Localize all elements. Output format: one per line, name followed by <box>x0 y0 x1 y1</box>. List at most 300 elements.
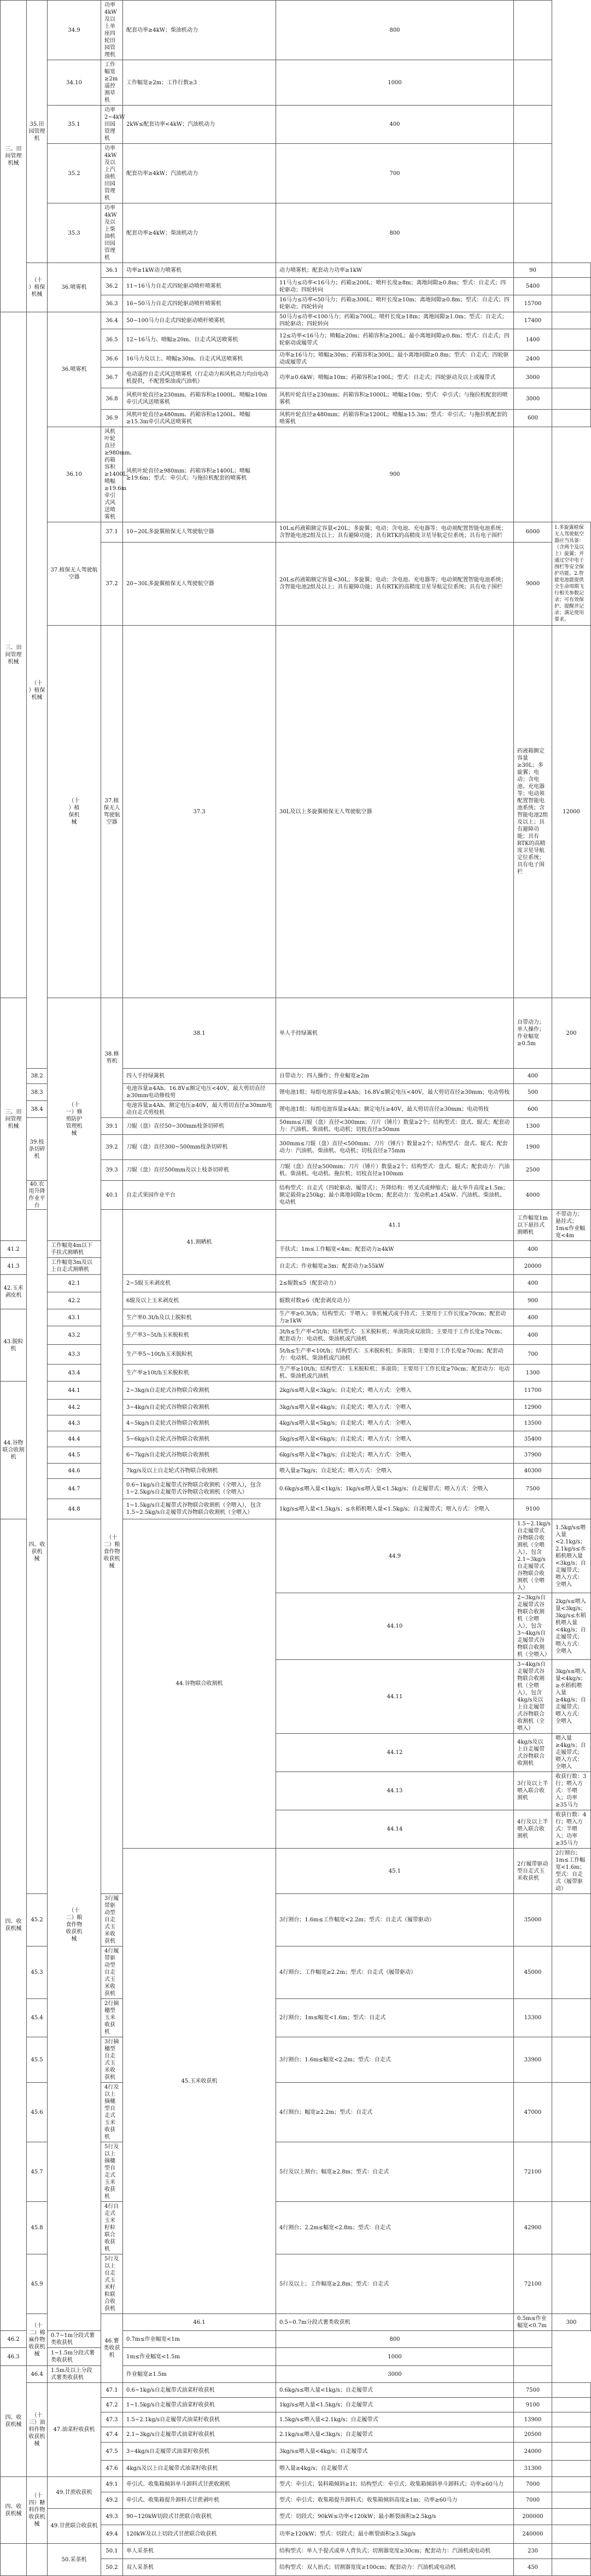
item-code: 47.1 <box>101 2383 123 2398</box>
note-cell <box>552 1309 591 1326</box>
subsidy-amount: 6000 <box>514 522 552 543</box>
item-code: 36.7 <box>101 368 123 388</box>
table-row <box>1 106 591 144</box>
item-name: 3~4kg/s自走轮式谷物联合收割机 <box>123 1400 276 1415</box>
table-row <box>1 998 591 1069</box>
heading-line: 间管理 <box>5 652 22 658</box>
note-cell <box>552 1999 591 2037</box>
item-name: 6辊及以上玉米剥皮机 <box>123 1292 276 1309</box>
category-cell: 47.油菜籽收获机 <box>48 2383 101 2477</box>
item-code: 43.1 <box>48 1309 101 1326</box>
subsidy-amount: 12900 <box>514 1400 552 1415</box>
heading-line: 二）棉 <box>28 2329 45 2336</box>
item-spec: 结构型式：单人手提式或单人背负式；切割器宽度≥30cm；配套动力：汽油机或电动机 <box>276 2544 514 2559</box>
heading-line: 三）油 <box>28 2420 45 2426</box>
item-name: 风机叶轮直径≥230mm、药箱容积≥1000L、喷幅≥10m牵引式风送喷雾机 <box>123 388 276 410</box>
item-spec: 配套功率≥4kW；柴油机动力 <box>123 1 276 60</box>
item-code: 44.9 <box>276 1519 514 1593</box>
item-spec: 生产率≥0.3t/h；结构型式：半喂入；非机械式或手持式；主要用于工作长度≥70cm；配套动力≥1kW <box>276 1309 514 1326</box>
table-row <box>1 1309 591 1326</box>
note-cell <box>552 2492 591 2509</box>
item-spec: 2.1kg/s≤喂入量<3kg/s；自走履带式 <box>276 2427 514 2443</box>
item-code: 36.5 <box>101 329 123 351</box>
table-row <box>1 1275 591 1292</box>
item-spec: 收获行数：3行；喂入方式：半喂入；功率≥35马力 <box>552 1772 591 1810</box>
item-code: 40.1 <box>101 1181 123 1210</box>
item-spec: 型式：切段式；90kW≤功率<120kW；最小断裂面积≥2.5kg/s <box>276 2509 514 2525</box>
subsection-cell <box>27 2314 48 2366</box>
note-cell <box>552 1101 591 1118</box>
table-row <box>1 1400 591 1415</box>
item-spec: 作业幅宽≥1.5m <box>123 2366 276 2383</box>
table-row <box>1 1292 591 1309</box>
item-code: 47.3 <box>101 2412 123 2427</box>
item-code: 38.2 <box>27 1069 48 1084</box>
subsidy-amount: 37900 <box>514 1447 552 1464</box>
item-spec: 12≤功率<16马力；喷幅≥20m；药箱容积≥200L；最小离地间隙≥0.8m；型式：自走式；四轮驱动或履带式 <box>276 329 514 351</box>
subsection-cell <box>27 312 48 1069</box>
item-name: 电池容量≥4Ah、额定电压≥40V，最大剪切直径≥30mm电动自走式剪枝机 <box>123 1101 276 1118</box>
item-code: 38.1 <box>123 998 276 1069</box>
item-name: 10~20L多旋翼植保无人驾驶航空器 <box>123 522 276 543</box>
item-name: 4行及以上摘穗型自走式玉米收获机 <box>101 2083 123 2142</box>
note-cell <box>514 106 552 144</box>
note-cell <box>552 1447 591 1464</box>
item-code: 49.1 <box>101 2477 123 2492</box>
table-row <box>1 522 591 543</box>
heading-line: 收获机 <box>28 2434 45 2440</box>
item-code: 45.2 <box>27 1894 48 1946</box>
note-cell <box>552 1479 591 1499</box>
note-cell <box>552 1275 591 1292</box>
subsidy-amount: 500 <box>514 1084 552 1101</box>
heading-line: 机械 <box>8 160 19 166</box>
subsidy-amount: 400 <box>514 1275 552 1292</box>
item-name: 2~3kg/s自走履带式谷物联合收割机（全喂入），包含3~4kg/s自走履带式谷物联合收割机（全喂入） <box>514 1593 552 1660</box>
item-code: 45.1 <box>276 1849 514 1894</box>
table-row <box>1 1519 591 1593</box>
category-cell: 41.割晒机 <box>123 1210 276 1275</box>
item-code: 37.2 <box>101 542 123 625</box>
subsection-cell <box>48 998 101 1241</box>
subsection-cell <box>101 1210 123 1894</box>
item-code: 36.8 <box>101 388 123 410</box>
heading-line: 获机械 <box>5 2422 22 2428</box>
heading-line: 械 <box>34 2441 40 2447</box>
item-spec: 3行割台；1.6m≤工作幅宽<2.2m；型式：自走式（履带驱动） <box>276 1894 514 1946</box>
subsidy-amount: 15700 <box>514 295 552 312</box>
item-spec: 自带动力；四人操作；作业幅宽≥2m <box>276 1069 514 1084</box>
item-name: 刀辊（盘）直径50~300mm枝条切碎机 <box>123 1118 276 1135</box>
note-cell <box>552 1400 591 1415</box>
subsidy-amount: 2400 <box>514 351 552 368</box>
heading-line: 四、收 <box>28 1541 45 1548</box>
item-name: 单人手持绿篱机 <box>276 998 514 1069</box>
item-spec: 2行割台；1m≤幅宽<1.6m；型式：自走式 <box>276 1999 514 2037</box>
item-code: 41.1 <box>276 1210 514 1241</box>
subsection-cell <box>27 263 48 312</box>
item-name: 5行及以上自走式玉米籽粒联合收获机 <box>101 2254 123 2314</box>
heading-line: 四、收 <box>5 2415 22 2421</box>
item-name: 90~120kW切段式甘蔗联合收获机 <box>123 2509 276 2525</box>
subsidy-amount: 9000 <box>514 542 552 625</box>
table-row <box>1 626 591 998</box>
item-name: 刀辊（盘）直径500mm及以上枝条切碎机 <box>123 1160 276 1181</box>
item-spec: 不带动力；悬挂式；1m≤作业幅宽<4m <box>552 1210 591 1241</box>
item-code: 46.3 <box>1 2348 27 2366</box>
item-name: 1.5m及以上分段式薯类收获机 <box>48 2366 101 2383</box>
item-code: 36.4 <box>101 312 123 329</box>
subsidy-amount: 42900 <box>514 2202 552 2254</box>
item-spec: 1kg/s≤喂入量<1.5kg/s；自走履带式 <box>276 2398 514 2412</box>
item-spec: 0.6kg/s≤喂入量<1kg/s；自走履带式 <box>276 2383 514 2398</box>
item-spec: 50mm≤刀辊（盘）直径<300mm；刀片（锤片）数量≥2个；结构型式：盘式、辊式；配套动力：汽油机、柴油机、电动机；切枝直径≥50mm <box>276 1118 514 1135</box>
item-spec: 1kg/s≤喂入量<1.5kg/s；≤水稻机喂入量<1.5kg/s；自走履带式；喂入方式：全喂入 <box>276 1499 514 1519</box>
item-name: 0.6~1kg/s自走履带式谷物联合收割机（全喂入），包含1~2.5kg/s自走履带式谷物联合收割机（全喂入） <box>123 1479 276 1499</box>
item-code: 42.2 <box>48 1292 101 1309</box>
heading-line: ）植保 <box>28 687 45 693</box>
section-cell <box>1 1 27 312</box>
item-spec: 型式：牵引式；收集箱提升卸料式；收集箱倾斜高度≥1m；功率≥60马力 <box>276 2492 514 2509</box>
item-spec: 11马力≤功率<16马力；药箱≥200L；喷杆长度≥8m；离地间隙≥0.8m；型式：自走式；四轮驱动；四轮转向 <box>276 278 514 295</box>
item-spec: 4kg/s≤喂入量<5kg/s；自走轮式；喂入方式：全喂入 <box>276 1415 514 1431</box>
heading-line: 麻作物 <box>28 2336 45 2343</box>
category-cell: 49.甘蔗收获机 <box>48 2477 101 2509</box>
heading-line: ）植保 <box>28 284 45 290</box>
subsidy-amount: 7500 <box>514 2383 552 2398</box>
table-row <box>1 312 591 329</box>
subsidy-amount: 700 <box>514 1345 552 1365</box>
item-code: 47.4 <box>101 2427 123 2443</box>
subsidy-amount: 800 <box>276 2331 514 2348</box>
item-name: 刀辊（盘）直径300~500mm枝条切碎机 <box>123 1135 276 1160</box>
subsidy-amount: 400 <box>514 1326 552 1345</box>
heading-line: 收获机 <box>28 2514 45 2520</box>
item-name: 120kW及以上切段式甘蔗联合收获机 <box>123 2525 276 2544</box>
item-spec: 4行割台；幅宽≥2.2m；型式：自走式 <box>276 2083 514 2142</box>
heading-line: 四、收 <box>5 1918 22 1925</box>
subsidy-amount: 9100 <box>514 2398 552 2412</box>
item-name: 功率≥1kW动力喷雾机 <box>123 263 276 278</box>
item-name: 双人采茶机 <box>123 2559 276 2576</box>
note-cell <box>552 1415 591 1431</box>
heading-line: （十 <box>68 1102 80 1108</box>
item-name: 2行履带驱动型自走式玉米收获机 <box>514 1849 552 1894</box>
heading-line: 械 <box>71 819 77 825</box>
note-cell <box>552 2427 591 2443</box>
item-spec: 自走式；作业幅宽≥3m；配套动力≥55kW <box>276 1258 514 1275</box>
subsidy-amount: 1400 <box>514 329 552 351</box>
item-name: 7kg/s及以上自走轮式谷物联合收割机 <box>123 1464 276 1479</box>
note-cell <box>552 410 591 427</box>
heading-line: （十 <box>31 2493 43 2499</box>
item-name: 5行及以上摘穗型自走式玉米收获机 <box>101 2142 123 2202</box>
item-spec: 1.5kg/s≤喂入量<2.1kg/s；2.1kg/s≤水稻机喂入量<3kg/s；自走履带式；喂入方式：全喂入 <box>552 1519 591 1593</box>
item-code: 43.4 <box>48 1365 101 1382</box>
item-name: 5~6kg/s自走轮式谷物联合收割机 <box>123 1431 276 1447</box>
subsidy-amount: 300 <box>552 2314 591 2331</box>
item-spec: 0.5m≤作业幅宽<0.7m <box>514 2314 552 2331</box>
subsidy-amount: 400 <box>514 1241 552 1258</box>
item-spec: 3kg/s≤喂入量<4kg/s；自走轮式；喂入方式：全喂入 <box>276 1400 514 1415</box>
item-name: 电池容量≥4Ah、16.8V≤额定电压<40V，最大剪切直径≥30mm电动修枝剪 <box>123 1084 276 1101</box>
item-code: 37.3 <box>123 626 276 998</box>
heading-line: 机械 <box>31 292 43 298</box>
note-cell <box>514 427 552 522</box>
note-cell <box>552 278 591 295</box>
subsidy-amount: 400 <box>514 1069 552 1084</box>
subsection-cell <box>48 626 101 998</box>
item-spec: 20L≤药液箱额定容量<30L；多旋翼；电动；含电池、充电器等；电动须配置智能电池系统；含智能电池2组及以上；具有避障功能；具有RTK的高精度卫星导航定位系统；具有电子围栏 <box>276 542 514 625</box>
note-cell <box>552 2412 591 2427</box>
item-name: 3行及以上半喂入联合收割机 <box>514 1772 552 1810</box>
item-spec: 辊数对数≥6（配套剥皮动力） <box>276 1292 514 1309</box>
note-cell <box>552 2254 591 2314</box>
item-code: 49.3 <box>101 2509 123 2525</box>
item-spec: 6kg/s≤喂入量<7kg/s；自走轮式；喂入方式：全喂入 <box>276 1447 514 1464</box>
item-spec: 配套功率≥4kW；柴油机动力 <box>123 203 276 263</box>
subsidy-amount: 800 <box>276 203 514 263</box>
heading-line: 获机械 <box>5 1925 22 1932</box>
item-name: 1~1.5m分段式薯类收获机 <box>48 2348 101 2366</box>
category-cell: 44.谷物联合收割机 <box>123 1519 276 1849</box>
table-row <box>1 1415 591 1431</box>
heading-line: 械 <box>34 2351 40 2357</box>
item-code: 45.4 <box>27 1999 48 2037</box>
item-name: 4行自走式玉米籽粒联合收获机 <box>101 2202 123 2254</box>
subsidy-amount: 5400 <box>514 278 552 295</box>
item-spec: 风机叶轮直径≥980mm；药箱容积≥1400L；喷幅≥19.6m；型式：牵引式；与拖拉机配套的喷雾机 <box>123 427 276 522</box>
subsidy-amount: 400 <box>514 1309 552 1326</box>
item-name: 1.5~2.1kg/s自走履带式油菜籽收获机 <box>123 2412 276 2427</box>
item-code: 50.1 <box>101 2544 123 2559</box>
item-spec: 药液箱额定容量≥30L；多旋翼；电动；含电池、充电器等；电动须配置智能电池系统；含智能电池2组及以上；具有避障功能；具有RTK的高精度卫星导航定位系统；具有电子围栏 <box>514 626 552 998</box>
subsidy-amount: 13300 <box>514 1999 552 2037</box>
subsidy-amount: 450 <box>514 2559 552 2576</box>
item-name: 11~16马力自走式四轮驱动喷杆喷雾机 <box>123 278 276 295</box>
table-row <box>1 1258 591 1275</box>
subsidy-amount: 45000 <box>514 1946 552 1999</box>
item-code: 44.6 <box>48 1464 101 1479</box>
subsidy-amount: 72100 <box>514 2254 552 2314</box>
item-code: 42.1 <box>48 1275 101 1292</box>
item-code: 37.1 <box>101 522 123 543</box>
item-spec: 锂电池1组；每组电池容量≥4Ah；额定电压≥40V，最大剪切直径≥30mm；电动剪枝 <box>276 1101 514 1118</box>
table-row <box>1 1326 591 1345</box>
note-cell <box>552 1499 591 1519</box>
subsidy-amount: 400 <box>276 106 514 144</box>
item-code: 36.6 <box>101 351 123 368</box>
item-code: 49.2 <box>101 2492 123 2509</box>
subsidy-amount: 1900 <box>514 1135 552 1160</box>
subsidy-amount: 1300 <box>514 1365 552 1382</box>
heading-line: 三、田 <box>5 645 22 651</box>
item-code: 47.5 <box>101 2443 123 2461</box>
item-spec: 50马力≤功率<100马力；药箱≥700L；喷杆长度≥18m；离地间隙≥1.0m；型式：自走式；四轮驱动；四轮转向 <box>276 312 514 329</box>
category-cell: 46.薯类收获机 <box>101 2314 123 2383</box>
subsidy-amount: 4000 <box>514 1181 552 1210</box>
table-row <box>1 203 591 263</box>
subsidy-amount: 7000 <box>514 2477 552 2492</box>
item-code: 44.3 <box>48 1415 101 1431</box>
category-cell: 40.农用升降作业平台 <box>27 1181 48 1210</box>
item-code: 44.4 <box>48 1431 101 1447</box>
heading-line: 料作物 <box>28 2427 45 2433</box>
note-cell <box>552 295 591 312</box>
subsidy-amount: 17400 <box>514 312 552 329</box>
subsidy-amount: 35400 <box>514 1431 552 1447</box>
note-cell <box>552 2461 591 2477</box>
category-cell: 35.田园管理机 <box>27 1 48 263</box>
subsidy-amount: 800 <box>276 1 514 60</box>
note-cell <box>552 1160 591 1181</box>
item-code: 45.7 <box>27 2142 48 2202</box>
item-code: 39.1 <box>101 1118 123 1135</box>
item-name: 牵引式、收集箱提升卸料式甘蔗剥叶机 <box>123 2492 276 2509</box>
item-name: 功率4kW及以上柴油机田园管理机 <box>101 203 123 263</box>
table-row <box>1 2509 591 2525</box>
heading-line: 械 <box>71 1936 77 1942</box>
item-name: 1~1.5kg/s自走履带式谷物联合收割机（全喂入），包含1.5~2.5kg/s自走履带式谷物联合收割机（全喂入） <box>123 1499 276 1519</box>
subsidy-amount: 33900 <box>514 2037 552 2083</box>
item-name: 3~4kg/s自走履带式油菜籽收获机 <box>123 2443 276 2461</box>
item-name: 电动遥控自走式风送喷雾机（行走动力和风机动力均由电动机提供，不配置柴油或汽油机） <box>123 368 276 388</box>
item-code: 36.2 <box>101 278 123 295</box>
item-code: 47.2 <box>101 2398 123 2412</box>
note-cell <box>552 263 591 278</box>
heading-line: 械 <box>34 1555 40 1562</box>
item-spec: 3kg/s≤喂入量<4kg/s；自走履带式 <box>276 2443 514 2461</box>
item-spec: 配套功率≥4kW；汽油机动力 <box>123 144 276 203</box>
subsidy-amount: 13500 <box>514 1415 552 1431</box>
item-name: 工作幅宽3m及以上自走式割晒机 <box>48 1258 101 1275</box>
item-name: 1~1.5kg/s自走履带式油菜籽收获机 <box>123 2398 276 2412</box>
subsidy-amount: 20000 <box>514 1258 552 1275</box>
item-code: 36.1 <box>101 263 123 278</box>
item-spec: 0.6kg/s≤喂入量<1kg/s；1kg/s≤喂入量<1.5kg/s；自走履带式；喂入方式：全喂入 <box>276 1479 514 1499</box>
item-code: 44.12 <box>276 1734 514 1772</box>
item-spec: 喂入量≥7kg/s；自走轮式；喂入方式：全喂入 <box>276 1464 514 1479</box>
category-cell: 49.甘蔗联合收获机 <box>48 2509 101 2544</box>
table-row <box>1 2544 591 2559</box>
item-code: 45.8 <box>27 2202 48 2254</box>
table-row <box>1 2331 591 2348</box>
subsidy-amount: 1000 <box>276 60 514 106</box>
heading-line: 三、田 <box>5 146 22 152</box>
note-cell: 1.多旋翼植保无人驾驶航空器应当具备：（含两个及以上）旋翼；并通过空中电子围栏等安全保护功能。2.智能电池能提供全生命周期飞行相关参数记录；可有效保护、提醒并记录；满足使用要求。 <box>552 522 591 626</box>
item-spec: 2kW≤配套功率<4kW；汽油机动力 <box>123 106 276 144</box>
table-row <box>1 427 591 522</box>
item-code: 35.1 <box>48 106 101 144</box>
item-name: 20~30L多旋翼植保无人驾驶航空器 <box>123 542 276 625</box>
note-cell <box>552 1292 591 1309</box>
table-row <box>1 263 591 278</box>
item-code: 45.5 <box>27 2037 48 2083</box>
heading-line: 械 <box>71 1130 77 1137</box>
item-code: 38.4 <box>27 1101 48 1118</box>
note-cell <box>514 2331 552 2348</box>
item-spec: 结构型式：双人抬式；切割器宽度≥100cm；配套动力：汽油机或电动机 <box>276 2559 514 2576</box>
heading-line: 机械 <box>8 1123 19 1129</box>
table-row <box>1 1 591 60</box>
note-cell <box>552 2142 591 2202</box>
table-row <box>1 1431 591 1447</box>
section-cell <box>1 2544 27 2576</box>
heading-line: 三、田 <box>5 1109 22 1115</box>
note-cell <box>552 388 591 410</box>
heading-line: 二）粮 <box>66 1915 83 1921</box>
note-cell <box>514 144 552 203</box>
item-spec: 10L≤药液箱额定容量<20L；多旋翼；电动；含电池、充电器等；电动须配置智能电池系统；含智能电池2组及以上；具有避障功能；具有RTK的高精度卫星导航定位系统；具有电子围栏 <box>276 522 514 543</box>
item-spec: 功率≥120kW；型式：切段式；最小断裂面积≥3.5kg/s <box>276 2525 514 2544</box>
item-name: 4行履带驱动型自走式玉米收获机 <box>101 1946 123 1999</box>
item-name: 功率2~4kW田园管理机 <box>101 106 123 144</box>
note-cell <box>552 1326 591 1345</box>
heading-line: 管理机 <box>66 1123 83 1129</box>
note-cell <box>552 1345 591 1365</box>
item-name: 12~16马力、喷幅≥20m、自走式风送喷雾机 <box>123 329 276 351</box>
note-cell <box>552 2525 591 2544</box>
subsidy-amount: 900 <box>276 427 514 522</box>
note-cell <box>514 60 552 106</box>
table-row <box>1 1447 591 1464</box>
subsidy-amount: 35000 <box>514 1894 552 1946</box>
note-cell <box>552 1069 591 1084</box>
note-cell <box>552 1431 591 1447</box>
subsidy-amount: 700 <box>276 144 514 203</box>
item-code: 50.2 <box>101 2559 123 2576</box>
category-cell: 38.修剪机 <box>101 998 123 1118</box>
heading-line: 机械 <box>8 659 19 665</box>
heading-line: （十 <box>31 2412 43 2418</box>
item-spec: 3kg/s≤喂入量<4kg/s；≥水稻机喂入量≥4kg/s；自走履带式；喂入方式：全喂入 <box>552 1660 591 1734</box>
item-name: 功率4kW及以上单座四轮田园管理机 <box>101 1 123 60</box>
subsidy-amount: 3000 <box>276 2366 514 2383</box>
item-name: 四人手持绿篱机 <box>123 1069 276 1084</box>
item-spec: 动力喷雾机；配套动力功率≥1kW <box>276 263 514 278</box>
subsidy-amount: 9100 <box>514 1499 552 1519</box>
item-spec: 2行割台；1m≤工作幅宽<1.6m；型式：自走式（履带驱动） <box>552 1849 591 1894</box>
subsidy-amount: 3000 <box>514 368 552 388</box>
heading-line: 机械 <box>31 694 43 701</box>
item-name: 牵引式、收集箱倾斜单斗卸料式甘蔗收割机 <box>123 2477 276 2492</box>
item-code: 46.4 <box>27 2366 48 2383</box>
item-code: 43.3 <box>48 1345 101 1365</box>
note-cell <box>552 2477 591 2492</box>
subsidy-amount: 600 <box>514 1101 552 1118</box>
table-row <box>1 2348 591 2366</box>
table-row <box>1 1345 591 1365</box>
subsidy-amount: 200 <box>552 998 591 1069</box>
table-row <box>1 2366 591 2383</box>
table-row <box>1 2383 591 2398</box>
note-cell <box>552 1894 591 1946</box>
subsidy-amount: 900 <box>514 1292 552 1309</box>
item-code: 34.10 <box>48 60 101 106</box>
item-name: 生产率0.3t/h及以上脱粒机 <box>123 1309 276 1326</box>
item-spec: 5kg/s≤喂入量<6kg/s；自走轮式；喂入方式：全喂入 <box>276 1431 514 1447</box>
heading-line: 二）粮 <box>103 1541 120 1548</box>
subsection-cell <box>48 1519 101 2331</box>
item-spec: 3行割台；1.6m≤幅宽<2.2m；型式：自走式 <box>276 2037 514 2083</box>
subsidy-amount: 1300 <box>514 1118 552 1135</box>
subsection-cell <box>27 2477 48 2544</box>
note-cell <box>552 2509 591 2525</box>
subsidy-amount: 7500 <box>514 1479 552 1499</box>
subsidy-amount: 3000 <box>514 388 552 410</box>
item-name: 30L及以上多旋翼植保无人驾驶航空器 <box>276 626 514 998</box>
item-code: 44.14 <box>276 1810 514 1849</box>
